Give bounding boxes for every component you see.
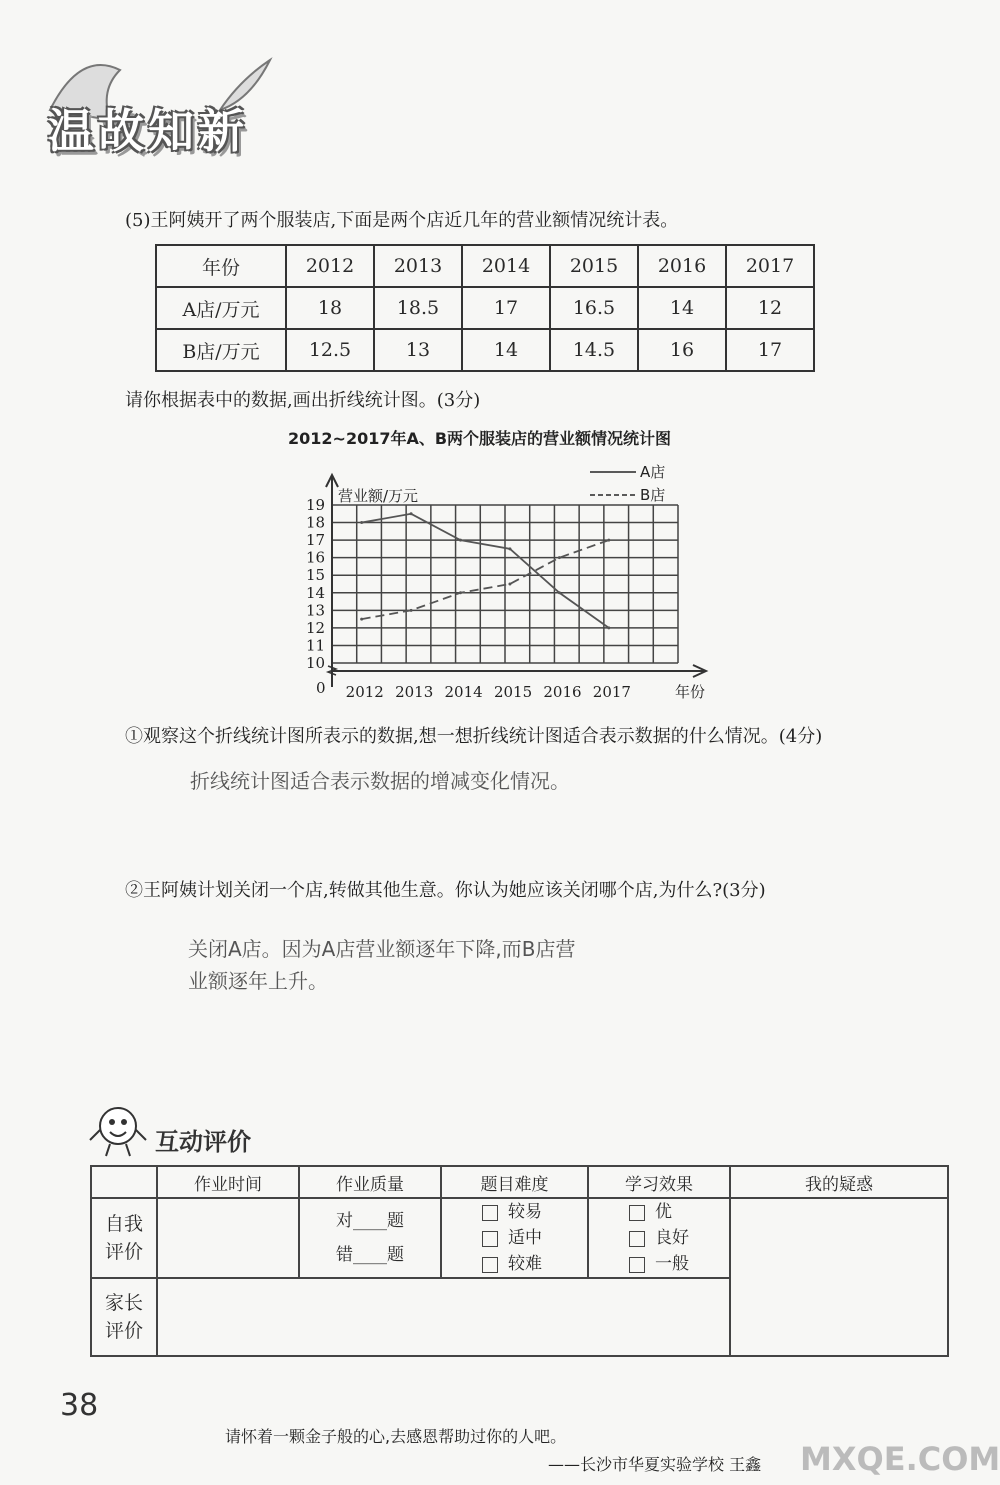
effect-option[interactable]: 一般 [589,1251,729,1277]
table-cell: 12.5 [286,329,374,371]
table-cell: 14 [638,287,726,329]
doubts-input-cell[interactable] [730,1198,948,1356]
table-row [156,245,814,287]
table-year: 2013 [374,245,462,287]
x-tick-label: 2012 [345,683,384,701]
col-header: 作业质量 [299,1166,441,1198]
data-point [558,591,561,594]
chart-title: 2012~2017年A、B两个服装店的营业额情况统计图 [288,429,672,448]
data-point [508,547,511,550]
data-point [410,512,413,515]
table-header-label: 年份 [156,245,286,287]
evaluation-table [90,1165,949,1357]
evaluation-title: 互动评价 [155,1128,251,1156]
mascot-icon [88,1100,148,1160]
col-header: 题目难度 [441,1166,588,1198]
x-axis-label: 年份 [675,683,706,701]
y-tick-label: 14 [306,583,326,602]
table-year: 2015 [550,245,638,287]
row-label-a: A店/万元 [156,287,286,329]
chart-instruction: 请你根据表中的数据,画出折线统计图。(3分) [125,390,481,411]
table-row [91,1198,948,1278]
q2-answer-line1: 关闭A店。因为A店营业额逐年下降,而B店营 [188,937,576,961]
checkbox-icon[interactable] [482,1231,498,1247]
question-intro: (5)王阿姨开了两个服装店,下面是两个店近几年的营业额情况统计表。 [125,210,679,231]
y-tick-label: 11 [306,636,326,655]
parent-eval-label: 家长评价 [91,1278,157,1356]
table-year: 2017 [726,245,814,287]
table-row [91,1166,948,1198]
section-logo: 温故知新 [48,104,248,158]
checkbox-icon[interactable] [482,1205,498,1221]
revenue-table [155,244,815,372]
difficulty-option[interactable]: 较易 [442,1199,587,1225]
table-row [156,329,814,371]
y-tick-label: 15 [306,566,326,585]
data-point [360,618,363,621]
table-cell: 16.5 [550,287,638,329]
y-tick-label: 18 [306,513,326,532]
self-eval-label: 自我评价 [91,1198,157,1278]
table-row [156,287,814,329]
data-point [410,609,413,612]
table-cell: 12 [726,287,814,329]
x-tick-label: 2015 [493,683,533,701]
y-tick-label: 10 [306,654,326,672]
data-point [508,583,511,586]
time-input-cell[interactable] [157,1198,299,1278]
table-cell: 14.5 [550,329,638,371]
watermark: MXQE.COM [800,1440,1000,1478]
table-cell: 16 [638,329,726,371]
effect-option[interactable]: 良好 [589,1225,729,1251]
checkbox-icon[interactable] [482,1257,498,1273]
y-tick-label: 0 [316,679,326,697]
parent-eval-input[interactable] [157,1278,730,1356]
y-tick-label: 19 [306,496,326,514]
data-point [607,539,610,542]
row-label-b: B店/万元 [156,329,286,371]
col-header: 我的疑惑 [730,1166,948,1198]
checkbox-icon[interactable] [629,1205,645,1221]
y-tick-label: 12 [306,618,326,637]
table-cell: 17 [462,287,550,329]
data-point [459,539,462,542]
table-year: 2012 [286,245,374,287]
x-tick-label: 2014 [444,683,483,701]
table-cell: 14 [462,329,550,371]
y-tick-label: 13 [306,601,326,620]
page-number: 38 [60,1388,99,1423]
legend-label: B店 [640,486,666,504]
legend-label: A店 [640,463,666,481]
checkbox-icon[interactable] [629,1231,645,1247]
quality-right[interactable]: 对____题 [336,1211,404,1231]
data-point [360,521,363,524]
q1-answer: 折线统计图适合表示数据的增减变化情况。 [190,769,570,793]
data-point [607,626,610,629]
footer-attribution: ——长沙市华夏实验学校 王鑫 [548,1455,762,1474]
x-tick-label: 2016 [543,683,582,701]
data-point [459,591,462,594]
table-year: 2016 [638,245,726,287]
col-header: 学习效果 [588,1166,730,1198]
quality-wrong[interactable]: 错____题 [336,1245,404,1265]
effect-option[interactable]: 优 [589,1199,729,1225]
table-cell: 18.5 [374,287,462,329]
table-cell: 17 [726,329,814,371]
difficulty-option[interactable]: 适中 [442,1225,587,1251]
checkbox-icon[interactable] [629,1257,645,1273]
difficulty-option[interactable]: 较难 [442,1251,587,1277]
q1-prompt: ①观察这个折线统计图所表示的数据,想一想折线统计图适合表示数据的什么情况。(4分) [125,726,823,747]
data-point [558,556,561,559]
footer-motto: 请怀着一颗金子般的心,去感恩帮助过你的人吧。 [225,1427,567,1446]
q2-answer-line2: 业额逐年上升。 [188,969,328,993]
series-line-b [362,540,609,619]
x-tick-label: 2013 [395,683,434,701]
table-cell: 13 [374,329,462,371]
table-cell: 18 [286,287,374,329]
col-header: 作业时间 [157,1166,299,1198]
line-chart [290,455,730,710]
y-tick-label: 17 [306,531,326,550]
x-tick-label: 2017 [592,683,631,701]
y-axis-label: 营业额/万元 [338,487,419,505]
table-year: 2014 [462,245,550,287]
q2-prompt: ②王阿姨计划关闭一个店,转做其他生意。你认为她应该关闭哪个店,为什么?(3分) [125,880,766,901]
y-tick-label: 16 [306,548,326,567]
